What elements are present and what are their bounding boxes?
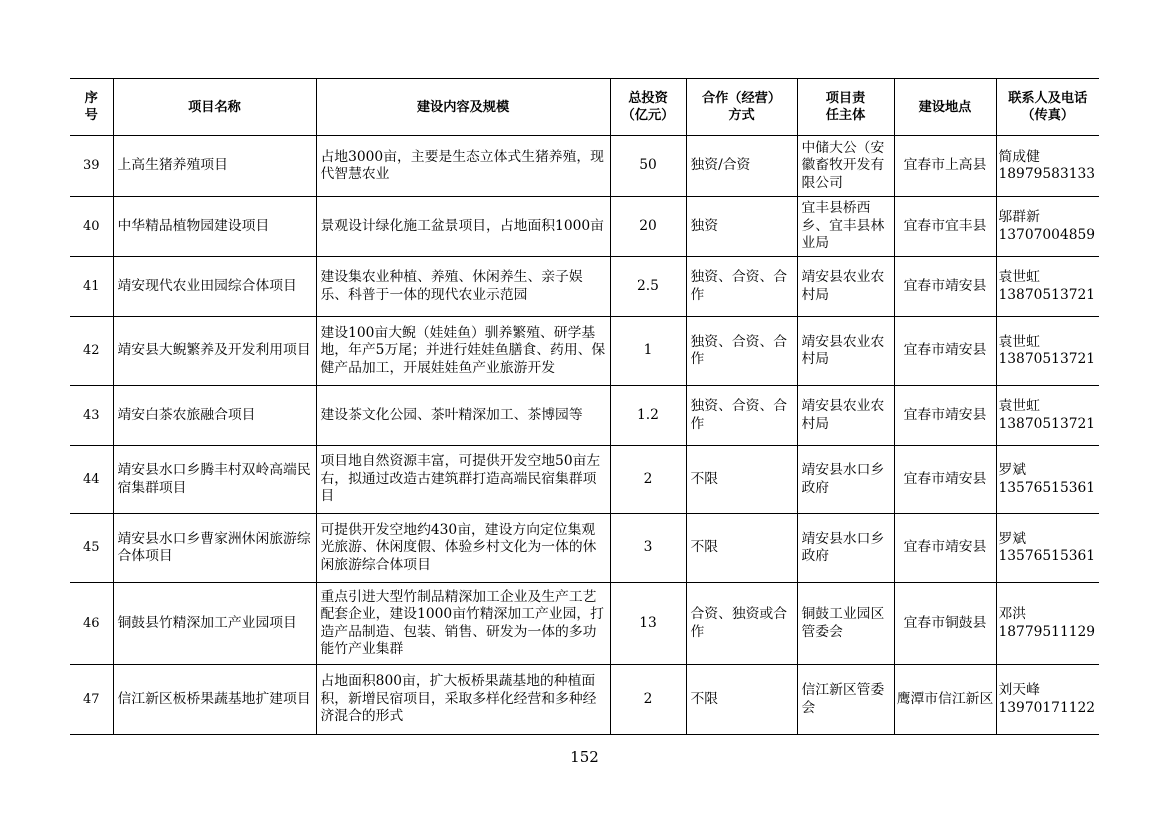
header-owner-line-2: 任主体 xyxy=(825,108,866,123)
contact-phone: 13576515361 xyxy=(998,479,1096,496)
cell-owner: 铜鼓工业园区管委会 xyxy=(797,583,894,665)
cell-investment: 13 xyxy=(610,583,686,665)
cell-index: 44 xyxy=(70,446,113,514)
cell-cooperation: 独资、合资、合作 xyxy=(686,386,797,446)
header-investment xyxy=(610,79,686,136)
cell-index: 39 xyxy=(70,136,113,197)
header-project-name xyxy=(113,79,316,136)
cell-content: 建设茶文化公园、茶叶精深加工、茶博园等 xyxy=(316,386,610,446)
header-content xyxy=(316,79,610,136)
contact-name: 简成健 xyxy=(998,148,1040,165)
cell-index: 40 xyxy=(70,197,113,257)
header-index-line-1: 序 xyxy=(84,91,98,106)
header-investment-line-2: （亿元） xyxy=(621,108,675,123)
table-row xyxy=(70,197,1099,257)
contact-name: 袁世虹 xyxy=(998,269,1040,285)
cell-project-name: 靖安白茶农旅融合项目 xyxy=(113,386,316,446)
cell-owner: 中储大公（安徽畜牧开发有限公司 xyxy=(797,136,894,197)
header-cooperation-line-1: 合作（经营） xyxy=(701,91,782,106)
cell-project-name: 铜鼓县竹精深加工产业园项目 xyxy=(113,583,316,665)
cell-content: 景观设计绿化施工盆景项目，占地面积1000亩 xyxy=(316,197,610,257)
cell-index: 46 xyxy=(70,583,113,665)
contact-phone: 13870513721 xyxy=(998,286,1096,303)
cell-location: 宜春市靖安县 xyxy=(894,257,996,317)
cell-owner: 靖安县农业农村局 xyxy=(797,317,894,386)
cell-location: 宜春市宜丰县 xyxy=(894,197,996,257)
header-contact-line-1: 联系人及电话 xyxy=(1008,91,1088,106)
cell-contact xyxy=(996,257,1099,317)
cell-investment: 20 xyxy=(610,197,686,257)
page-number: 152 xyxy=(570,748,599,766)
header-row xyxy=(70,79,1099,136)
cell-index: 43 xyxy=(70,386,113,446)
contact-phone: 13707004859 xyxy=(998,226,1096,243)
cell-location: 宜春市上高县 xyxy=(894,136,996,197)
cell-investment: 50 xyxy=(610,136,686,197)
contact-name: 袁世虹 xyxy=(998,333,1040,350)
contact-name: 邓洪 xyxy=(998,606,1027,622)
cell-location: 宜春市靖安县 xyxy=(894,446,996,514)
cell-cooperation: 独资、合资、合作 xyxy=(686,317,797,386)
contact-phone: 18979583133 xyxy=(998,166,1096,182)
project-table xyxy=(70,78,1099,735)
contact-phone: 13870513721 xyxy=(998,351,1096,367)
cell-contact xyxy=(996,317,1099,386)
cell-location: 宜春市铜鼓县 xyxy=(894,583,996,665)
cell-location: 宜春市靖安县 xyxy=(894,514,996,583)
header-contact xyxy=(996,79,1099,136)
header-cooperation-line-2: 方式 xyxy=(728,108,755,123)
header-location xyxy=(894,79,996,136)
header-index-line-2: 号 xyxy=(84,108,98,123)
contact-name: 罗斌 xyxy=(998,462,1027,478)
cell-cooperation: 独资/合资 xyxy=(686,136,797,197)
cell-investment: 2 xyxy=(610,665,686,735)
cell-investment: 1 xyxy=(610,317,686,386)
contact-name: 刘天峰 xyxy=(998,682,1040,698)
cell-content: 建设100亩大鲵（娃娃鱼）驯养繁殖、研学基地，年产5万尾；并进行娃娃鱼膳食、药用、保健产品加工，开展娃娃鱼产业旅游开发 xyxy=(316,317,610,386)
header-contact-line-2: （传真） xyxy=(1021,108,1075,123)
cell-contact xyxy=(996,665,1099,735)
header-project-name-label: 项目名称 xyxy=(188,99,241,115)
cell-owner: 靖安县农业农村局 xyxy=(797,257,894,317)
cell-index: 47 xyxy=(70,665,113,735)
table-header xyxy=(70,79,1099,136)
contact-name: 罗斌 xyxy=(998,530,1027,547)
header-cooperation xyxy=(686,79,797,136)
cell-owner: 宜丰县桥西乡、宜丰县林业局 xyxy=(797,197,894,257)
table-row xyxy=(70,317,1099,386)
cell-project-name: 靖安县水口乡腾丰村双岭高端民宿集群项目 xyxy=(113,446,316,514)
contact-name: 邬群新 xyxy=(998,209,1040,225)
cell-location: 鹰潭市信江新区 xyxy=(894,665,996,735)
cell-investment: 1.2 xyxy=(610,386,686,446)
table-row xyxy=(70,257,1099,317)
cell-investment: 3 xyxy=(610,514,686,583)
cell-contact xyxy=(996,514,1099,583)
cell-content: 建设集农业种植、养殖、休闲养生、亲子娱乐、科普于一体的现代农业示范园 xyxy=(316,257,610,317)
cell-investment: 2 xyxy=(610,446,686,514)
cell-contact xyxy=(996,136,1099,197)
table-row xyxy=(70,386,1099,446)
cell-contact xyxy=(996,386,1099,446)
cell-project-name: 靖安县大鲵繁养及开发利用项目 xyxy=(113,317,316,386)
contact-phone: 13970171122 xyxy=(998,699,1096,716)
cell-project-name: 信江新区板桥果蔬基地扩建项目 xyxy=(113,665,316,735)
header-owner-line-1: 项目责 xyxy=(825,91,866,106)
cell-content: 占地面积800亩，扩大板桥果蔬基地的种植面积，新增民宿项目，采取多样化经营和多种经济混合的形式 xyxy=(316,665,610,735)
cell-content: 重点引进大型竹制品精深加工企业及生产工艺配套企业，建设1000亩竹精深加工产业园，打造产品制造、包装、销售、研发为一体的多功能竹产业集群 xyxy=(316,583,610,665)
cell-owner: 靖安县水口乡政府 xyxy=(797,514,894,583)
table-row xyxy=(70,583,1099,665)
cell-content: 占地3000亩，主要是生态立体式生猪养殖，现代智慧农业 xyxy=(316,136,610,197)
header-index xyxy=(70,79,113,136)
contact-name: 袁世虹 xyxy=(998,398,1040,414)
cell-location: 宜春市靖安县 xyxy=(894,386,996,446)
cell-owner: 靖安县农业农村局 xyxy=(797,386,894,446)
header-location-label: 建设地点 xyxy=(918,99,972,115)
header-investment-line-1: 总投资 xyxy=(628,91,668,106)
cell-cooperation: 不限 xyxy=(686,446,797,514)
cell-contact xyxy=(996,446,1099,514)
header-content-label: 建设内容及规模 xyxy=(416,99,510,115)
cell-cooperation: 不限 xyxy=(686,514,797,583)
table-row xyxy=(70,514,1099,583)
header-owner xyxy=(797,79,894,136)
cell-investment: 2.5 xyxy=(610,257,686,317)
cell-index: 45 xyxy=(70,514,113,583)
contact-phone: 13576515361 xyxy=(998,548,1096,564)
cell-owner: 信江新区管委会 xyxy=(797,665,894,735)
table-row xyxy=(70,136,1099,197)
table-row xyxy=(70,665,1099,735)
cell-project-name: 中华精品植物园建设项目 xyxy=(113,197,316,257)
cell-location: 宜春市靖安县 xyxy=(894,317,996,386)
cell-cooperation: 合资、独资或合作 xyxy=(686,583,797,665)
cell-content: 可提供开发空地约430亩，建设方向定位集观光旅游、休闲度假、体验乡村文化为一体的休闲旅游综合体项目 xyxy=(316,514,610,583)
cell-project-name: 靖安县水口乡曹家洲休闲旅游综合体项目 xyxy=(113,514,316,583)
cell-content: 项目地自然资源丰富，可提供开发空地50亩左右，拟通过改造古建筑群打造高端民宿集群项目 xyxy=(316,446,610,514)
cell-contact xyxy=(996,197,1099,257)
cell-project-name: 上高生猪养殖项目 xyxy=(113,136,316,197)
cell-cooperation: 独资、合资、合作 xyxy=(686,257,797,317)
cell-index: 42 xyxy=(70,317,113,386)
table-row xyxy=(70,446,1099,514)
cell-project-name: 靖安现代农业田园综合体项目 xyxy=(113,257,316,317)
cell-cooperation: 独资 xyxy=(686,197,797,257)
contact-phone: 13870513721 xyxy=(998,415,1096,432)
cell-cooperation: 不限 xyxy=(686,665,797,735)
cell-index: 41 xyxy=(70,257,113,317)
cell-contact xyxy=(996,583,1099,665)
table-body xyxy=(70,136,1099,735)
contact-phone: 18779511129 xyxy=(998,623,1096,640)
cell-owner: 靖安县水口乡政府 xyxy=(797,446,894,514)
